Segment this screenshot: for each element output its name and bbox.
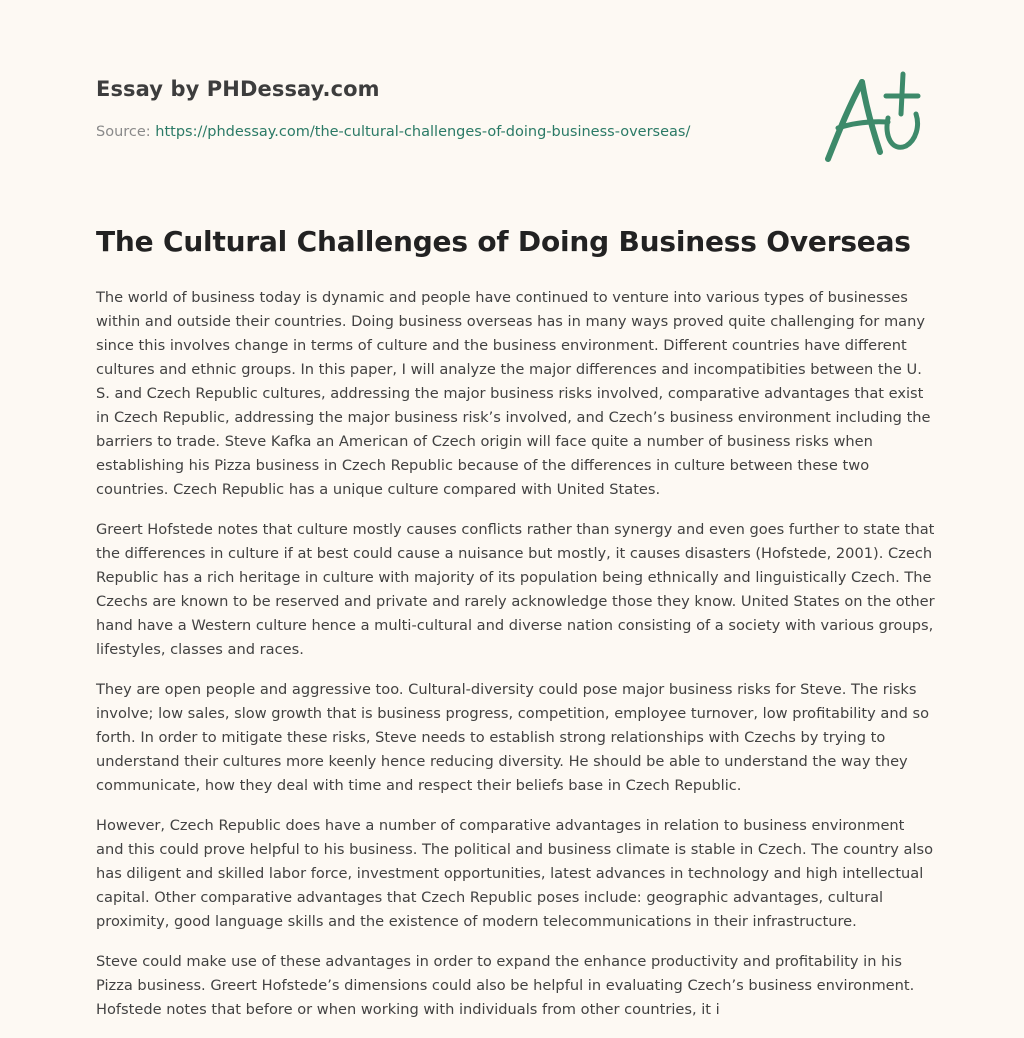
- site-brand: Essay by PHDessay.com: [96, 77, 380, 101]
- source-label: Source:: [96, 124, 156, 140]
- essay-paragraph: They are open people and aggressive too. Cultural-diversity could pose major business risks for Steve. The risks involve; low sales, slow growth that is business progress, competition, employee turnover, low profitability and so forth. In order to mitigate these risks, Steve needs to establish strong relationships with Czechs by trying to understand their cultures more keenly hence reducing diversity. He should be able to understand the way they communicate, how they deal with time and respect their beliefs base in Czech Republic.: [96, 681, 930, 794]
- essay-paragraph: However, Czech Republic does have a number of comparative advantages in relation to business environment and this could prove helpful to his business. The political and business climate is stable in Czech. The country also has diligent and skilled labor force, investment opportunities, latest advances in technology and high intellectual capital. Other comparative advantages that Czech Republic poses include: geographic advantages, cultural proximity, good language skills and the existence of modern telecommunications in their infrastructure.: [96, 817, 934, 930]
- essay-paragraph: The world of business today is dynamic and people have continued to venture into various types of businesses within and outside their countries. Doing business overseas has in many ways proved quite challenging for many since this involves change in terms of culture and the business environment. Different countries have different cultures and ethnic groups. In this paper, I will analyze the major differences and incompatibities between the U. S. and Czech Republic cultures, addressing the major business risks involved, comparative advantages that exist in Czech Republic, addressing the major business risk’s involved, and Czech’s business environment including the barriers to trade. Steve Kafka an American of Czech origin will face quite a number of business risks when establishing his Pizza business in Czech Republic because of the differences in culture between these two countries. Czech Republic has a unique culture compared with United States.: [96, 289, 931, 498]
- essay-paragraph: Greert Hofstede notes that culture mostly causes conflicts rather than synergy and even goes further to state that the differences in culture if at best could cause a nuisance but mostly, it causes disasters (Hofstede, 2001). Czech Republic has a rich heritage in culture with majority of its population being ethnically and linguistically Czech. The Czechs are known to be reserved and private and rarely acknowledge those they know. United States on the other hand have a Western culture hence a multi-cultural and diverse nation consisting of a society with various groups, lifestyles, classes and races.: [96, 521, 935, 658]
- a-plus-logo-icon: [818, 66, 930, 168]
- essay-title: The Cultural Challenges of Doing Business Overseas: [96, 225, 911, 258]
- essay-body: [96, 286, 936, 1038]
- essay-paragraph: Steve could make use of these advantages in order to expand the enhance productivity and profitability in his Pizza business. Greert Hofstede’s dimensions could also be helpful in evaluating Czech’s business environment. Hofstede notes that before or when working with individuals from other countries, it i: [96, 953, 915, 1018]
- source-link[interactable]: https://phdessay.com/the-cultural-challenges-of-doing-business-overseas/: [155, 124, 691, 140]
- source-line: [96, 124, 690, 140]
